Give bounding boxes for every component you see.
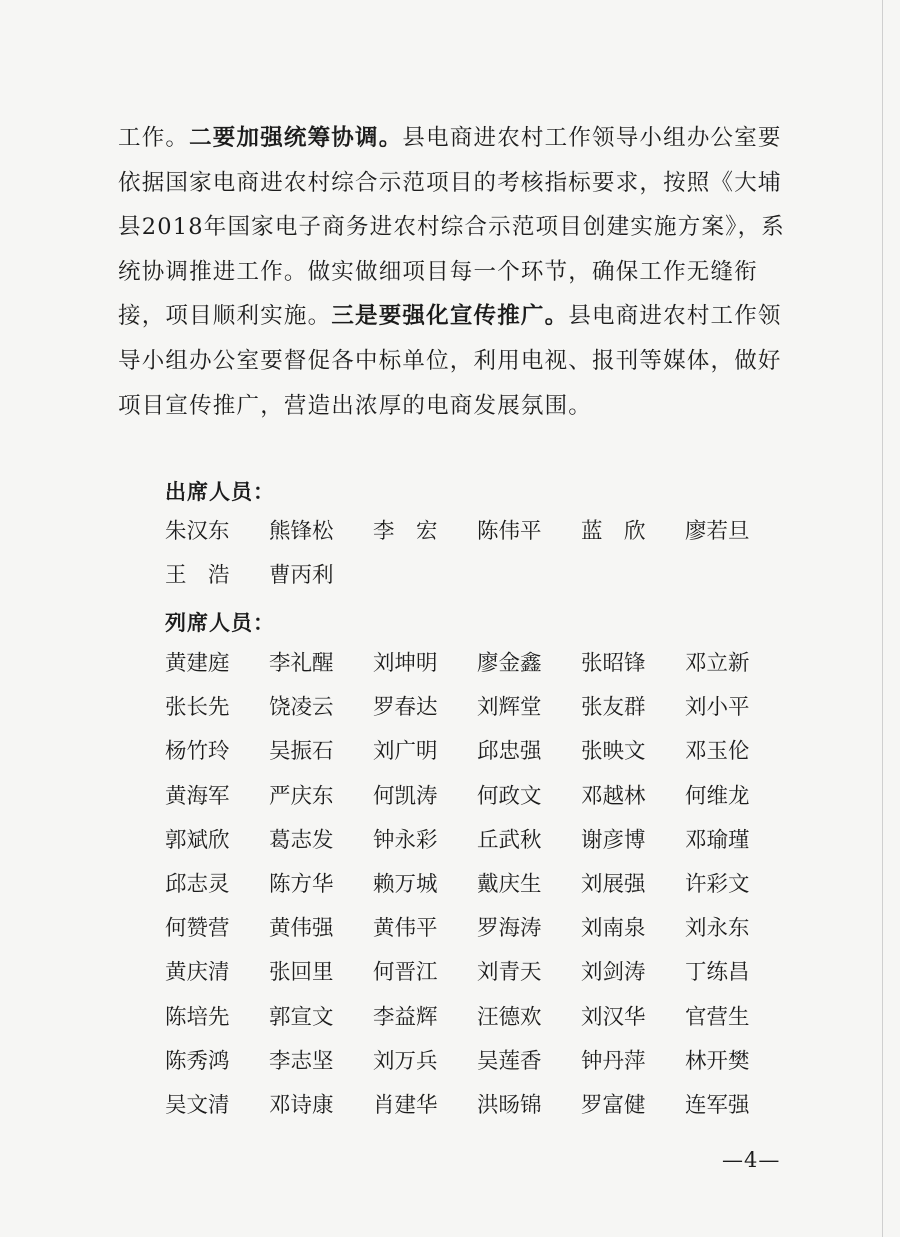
person-name: 廖若旦 xyxy=(685,519,750,544)
page-number: —4— xyxy=(722,1148,781,1172)
person-name: 张昭锋 xyxy=(581,651,646,676)
person-name: 廖金鑫 xyxy=(477,651,542,676)
person-name: 刘小平 xyxy=(685,695,750,721)
body-segment: 县电商进农村工作领导小组办公室要督促各中标单位，利用电视、报刊等媒体，做好项目宣传推广，营造出浓厚的电商发展氛围。 xyxy=(118,303,782,419)
person-name: 钟丹萍 xyxy=(581,1048,646,1074)
person-name: 邓诗康 xyxy=(269,1092,334,1118)
person-name: 黄庆清 xyxy=(165,960,230,986)
person-name: 罗富健 xyxy=(581,1092,646,1118)
person-name: 刘青天 xyxy=(477,960,542,986)
person-name: 陈培先 xyxy=(165,1004,230,1030)
body-heading-publicity: 三是要强化宣传推广。 xyxy=(331,303,569,330)
person-name: 刘辉堂 xyxy=(477,695,542,721)
person-name: 刘南泉 xyxy=(581,916,646,942)
person-name: 吴文清 xyxy=(165,1092,230,1118)
person-name: 王 浩 xyxy=(165,563,230,589)
person-name: 罗春达 xyxy=(373,695,438,721)
attendees-heading: 出席人员： xyxy=(165,479,275,504)
person-name: 李礼醒 xyxy=(269,651,334,676)
person-name: 李志坚 xyxy=(269,1048,334,1074)
body-paragraph xyxy=(118,116,786,428)
body-segment: 工作。 xyxy=(118,125,190,151)
person-name: 丁练昌 xyxy=(685,960,750,986)
person-name: 陈方华 xyxy=(269,871,334,897)
person-name: 洪旸锦 xyxy=(477,1092,542,1118)
person-name: 朱汉东 xyxy=(165,519,230,544)
person-name: 何凯涛 xyxy=(373,783,438,809)
person-name: 何赞营 xyxy=(165,916,230,942)
person-name: 陈伟平 xyxy=(477,519,542,544)
person-name: 刘展强 xyxy=(581,871,646,897)
person-name: 刘汉华 xyxy=(581,1004,646,1030)
page-edge-line xyxy=(882,0,883,1237)
person-name: 罗海涛 xyxy=(477,916,542,942)
person-name: 戴庆生 xyxy=(477,871,542,897)
observers-heading: 列席人员： xyxy=(165,610,275,635)
body-segment: 县电商进农村工作领导小组办公室要依据国家电商进农村综合示范项目的考核指标要求，按照《大埔县2018年国家电子商务进农村综合示范项目创建实施方案》，系统协调推进工作。做实做细项目每一个环节，确保工作无缝衔接，项目顺利实施。 xyxy=(118,125,786,330)
person-name: 吴莲香 xyxy=(477,1048,542,1074)
person-name: 何政文 xyxy=(477,783,542,809)
person-name: 何晋江 xyxy=(373,960,438,986)
person-name: 刘永东 xyxy=(685,916,750,942)
person-name: 刘剑涛 xyxy=(581,960,646,986)
person-name: 张长先 xyxy=(165,695,230,721)
person-name: 刘广明 xyxy=(373,739,438,765)
person-name: 蓝 欣 xyxy=(581,519,646,544)
person-name: 黄伟强 xyxy=(269,916,334,942)
person-name: 邓瑜瑾 xyxy=(685,827,750,853)
person-name: 郭宣文 xyxy=(269,1004,334,1030)
person-name: 张友群 xyxy=(581,695,646,721)
person-name: 严庆东 xyxy=(269,783,334,809)
person-name: 张回里 xyxy=(269,960,334,986)
person-name: 邱忠强 xyxy=(477,739,542,765)
person-name: 杨竹玲 xyxy=(165,739,230,765)
observers-list xyxy=(165,642,785,1128)
person-name: 陈秀鸿 xyxy=(165,1048,230,1074)
person-name: 李益辉 xyxy=(373,1004,438,1030)
person-name: 许彩文 xyxy=(685,871,750,897)
person-name: 邓立新 xyxy=(685,651,750,676)
person-name: 汪德欢 xyxy=(477,1004,542,1030)
person-name: 张映文 xyxy=(581,739,646,765)
person-name: 黄建庭 xyxy=(165,651,230,676)
person-name: 何维龙 xyxy=(685,783,750,809)
person-name: 赖万城 xyxy=(373,871,438,897)
person-name: 郭斌欣 xyxy=(165,827,230,853)
person-name: 林开樊 xyxy=(685,1048,750,1074)
person-name: 邱志灵 xyxy=(165,871,230,897)
person-name: 葛志发 xyxy=(269,827,334,853)
person-name: 曹丙利 xyxy=(269,563,334,589)
attendees-list xyxy=(165,510,785,598)
person-name: 连军强 xyxy=(685,1092,750,1118)
person-name: 邓越林 xyxy=(581,783,646,809)
person-name: 邓玉伦 xyxy=(685,739,750,765)
person-name: 官营生 xyxy=(685,1004,750,1030)
body-heading-coordination: 二要加强统筹协调。 xyxy=(189,125,403,151)
person-name: 丘武秋 xyxy=(477,827,542,853)
person-name: 饶凌云 xyxy=(269,695,334,721)
person-name: 钟永彩 xyxy=(373,827,438,853)
person-name: 肖建华 xyxy=(373,1092,438,1118)
person-name: 吴振石 xyxy=(269,739,334,765)
person-name: 刘坤明 xyxy=(373,651,438,676)
person-name: 黄伟平 xyxy=(373,916,438,942)
person-name: 刘万兵 xyxy=(373,1048,438,1074)
person-name: 谢彦博 xyxy=(581,827,646,853)
person-name: 熊锋松 xyxy=(269,519,334,544)
person-name: 黄海军 xyxy=(165,783,230,809)
person-name: 李 宏 xyxy=(373,519,438,544)
